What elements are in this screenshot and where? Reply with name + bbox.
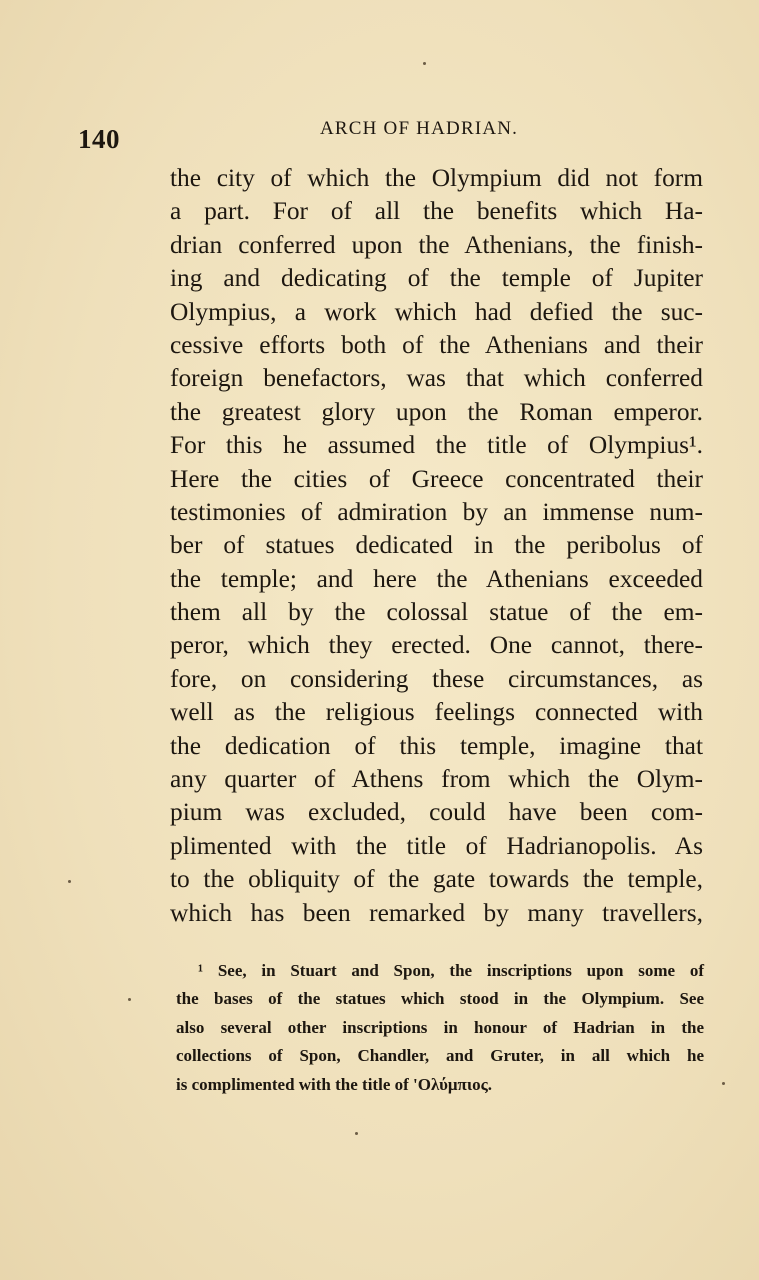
- page-number: 140: [78, 124, 120, 154]
- text-line: Olympius, a work which had defied the suc-: [170, 297, 703, 326]
- text-line: plimented with the title of Hadrianopolis. As: [170, 831, 703, 860]
- paper-speck: [355, 1132, 358, 1135]
- text-line: cessive efforts both of the Athenians and their: [170, 330, 703, 359]
- text-line: ber of statues dedicated in the peribolus of: [170, 531, 703, 560]
- text-line: peror, which they erected. One cannot, there-: [170, 631, 703, 660]
- running-head: ARCH OF HADRIAN.: [320, 118, 519, 139]
- text-line: testimonies of admiration by an immense num-: [170, 497, 703, 526]
- text-line: the dedication of this temple, imagine that: [170, 731, 703, 760]
- footnote-line: ¹ See, in Stuart and Spon, the inscriptions upon some of: [198, 961, 704, 980]
- text-line: them all by the colossal statue of the em-: [170, 598, 703, 627]
- text-line: pium was excluded, could have been com-: [170, 798, 703, 827]
- paper-speck: [68, 880, 71, 883]
- text-line: drian conferred upon the Athenians, the finish-: [170, 230, 703, 259]
- text-line: Here the cities of Greece concentrated their: [170, 464, 703, 493]
- text-line: foreign benefactors, was that which conferred: [170, 364, 703, 393]
- text-line: the city of which the Olympium did not form: [170, 164, 703, 192]
- text-line: well as the religious feelings connected with: [170, 698, 703, 727]
- text-line: ing and dedicating of the temple of Jupiter: [170, 264, 703, 293]
- footnote-line: also several other inscriptions in honour of Hadrian in the: [176, 1017, 704, 1037]
- paper-speck: [128, 998, 131, 1001]
- paper-speck: [423, 62, 426, 65]
- text-line: to the obliquity of the gate towards the temple,: [170, 865, 703, 894]
- footnote-line: is complimented with the title of 'Ολύμπιος.: [176, 1074, 493, 1094]
- footnote-line: the bases of the statues which stood in the Olympium. See: [176, 989, 704, 1009]
- text-line: a part. For of all the benefits which Ha-: [170, 197, 703, 226]
- text-line: the greatest glory upon the Roman emperor.: [170, 397, 703, 426]
- text-line: any quarter of Athens from which the Olym-: [170, 765, 703, 794]
- text-line: the temple; and here the Athenians exceeded: [170, 564, 703, 593]
- text-line: For this he assumed the title of Olympius¹.: [170, 431, 703, 460]
- body-text: [170, 162, 703, 930]
- footnote: [176, 957, 704, 1099]
- text-line: which has been remarked by many travellers,: [170, 898, 703, 927]
- text-line: fore, on considering these circumstances, as: [170, 664, 703, 693]
- paper-speck: [722, 1082, 725, 1085]
- footnote-line: collections of Spon, Chandler, and Gruter, in all which he: [176, 1046, 704, 1066]
